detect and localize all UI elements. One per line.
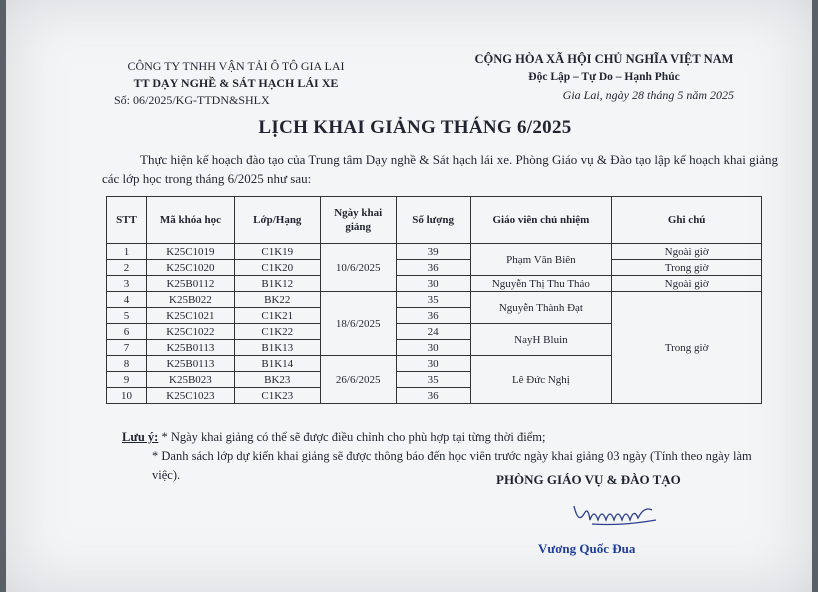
teacher-cell: Lê Đức Nghị: [470, 356, 612, 404]
course-code-cell: K25C1021: [146, 308, 234, 324]
class-cell: B1K13: [234, 340, 320, 356]
quantity-cell: 30: [396, 356, 470, 372]
course-code-cell: K25B0113: [146, 340, 234, 356]
column-header: Ngày khai giảng: [320, 197, 396, 244]
teacher-cell: Phạm Văn Biên: [470, 244, 612, 276]
note-cell: Ngoài giờ: [612, 276, 762, 292]
document-page: [6, 0, 812, 592]
stt-cell: 10: [107, 388, 147, 404]
table-row: [107, 276, 762, 292]
schedule-table: [106, 196, 762, 404]
quantity-cell: 36: [396, 388, 470, 404]
stt-cell: 3: [107, 276, 147, 292]
class-cell: BK23: [234, 372, 320, 388]
quantity-cell: 30: [396, 276, 470, 292]
table-row: [107, 244, 762, 260]
course-code-cell: K25C1020: [146, 260, 234, 276]
intro-paragraph: Thực hiện kế hoạch đào tạo của Trung tâm Dạy nghề & Sát hạch lái xe. Phòng Giáo vụ & Đào tạo lập kế hoạch khai giảng các lớp học trong tháng 6/2025 như sau:: [102, 152, 778, 186]
table-header-row: [107, 197, 762, 244]
national-motto: Độc Lập – Tự Do – Hạnh Phúc: [528, 71, 680, 83]
course-code-cell: K25B022: [146, 292, 234, 308]
class-cell: B1K12: [234, 276, 320, 292]
column-header: Ghi chú: [612, 197, 762, 244]
start-date-cell: 18/6/2025: [320, 292, 396, 356]
stt-cell: 5: [107, 308, 147, 324]
note-line-1: * Ngày khai giảng có thể sẽ được điều chỉnh cho phù hợp tại từng thời điểm;: [161, 430, 546, 444]
teacher-cell: NayH Bluin: [470, 324, 612, 356]
start-date-cell: 26/6/2025: [320, 356, 396, 404]
quantity-cell: 35: [396, 372, 470, 388]
signer-name: Vương Quốc Đua: [538, 541, 636, 556]
note-cell: Trong giờ: [612, 260, 762, 276]
stt-cell: 8: [107, 356, 147, 372]
quantity-cell: 36: [396, 260, 470, 276]
center-name: TT DẠY NGHỀ & SÁT HẠCH LÁI XE: [133, 76, 339, 90]
class-cell: C1K19: [234, 244, 320, 260]
company-name: CÔNG TY TNHH VẬN TẢI Ô TÔ GIA LAI: [127, 59, 345, 73]
column-header: Lớp/Hạng: [234, 197, 320, 244]
signing-department: PHÒNG GIÁO VỤ & ĐÀO TẠO: [496, 472, 681, 487]
class-cell: C1K20: [234, 260, 320, 276]
class-cell: C1K23: [234, 388, 320, 404]
course-code-cell: K25B0113: [146, 356, 234, 372]
document-number: Số: 06/2025/KG-TTDN&SHLX: [114, 93, 270, 107]
organization-header: [106, 58, 366, 109]
quantity-cell: 35: [396, 292, 470, 308]
stt-cell: 7: [107, 340, 147, 356]
column-header: STT: [107, 197, 147, 244]
note-cell: Ngoài giờ: [612, 244, 762, 260]
column-header: Số lượng: [396, 197, 470, 244]
nation-name: CỘNG HÒA XÃ HỘI CHỦ NGHĨA VIỆT NAM: [474, 52, 734, 66]
handwritten-signature-icon: [572, 500, 658, 528]
note-line-2: * Danh sách lớp dự kiến khai giảng sẽ được thông báo đến học viên trước ngày khai giảng 03 ngày (Tính theo ngày làm việc).: [152, 449, 752, 482]
stt-cell: 2: [107, 260, 147, 276]
column-header: Giáo viên chủ nhiệm: [470, 197, 612, 244]
teacher-cell: Nguyễn Thị Thu Thảo: [470, 276, 612, 292]
quantity-cell: 39: [396, 244, 470, 260]
course-code-cell: K25C1022: [146, 324, 234, 340]
document-title: LỊCH KHAI GIẢNG THÁNG 6/2025: [258, 117, 572, 138]
class-cell: C1K21: [234, 308, 320, 324]
national-header: [444, 50, 764, 104]
stt-cell: 6: [107, 324, 147, 340]
notes-label: Lưu ý:: [122, 430, 159, 444]
start-date-cell: 10/6/2025: [320, 244, 396, 292]
stt-cell: 4: [107, 292, 147, 308]
quantity-cell: 36: [396, 308, 470, 324]
class-cell: C1K22: [234, 324, 320, 340]
stt-cell: 1: [107, 244, 147, 260]
course-code-cell: K25B0112: [146, 276, 234, 292]
course-code-cell: K25C1019: [146, 244, 234, 260]
teacher-cell: Nguyễn Thành Đạt: [470, 292, 612, 324]
class-cell: BK22: [234, 292, 320, 308]
quantity-cell: 30: [396, 340, 470, 356]
quantity-cell: 24: [396, 324, 470, 340]
place-date: Gia Lai, ngày 28 tháng 5 năm 2025: [562, 88, 734, 102]
course-code-cell: K25C1023: [146, 388, 234, 404]
note-cell: Trong giờ: [612, 292, 762, 404]
course-code-cell: K25B023: [146, 372, 234, 388]
table-row: [107, 292, 762, 308]
column-header: Mã khóa học: [146, 197, 234, 244]
stt-cell: 9: [107, 372, 147, 388]
table-row: [107, 260, 762, 276]
class-cell: B1K14: [234, 356, 320, 372]
